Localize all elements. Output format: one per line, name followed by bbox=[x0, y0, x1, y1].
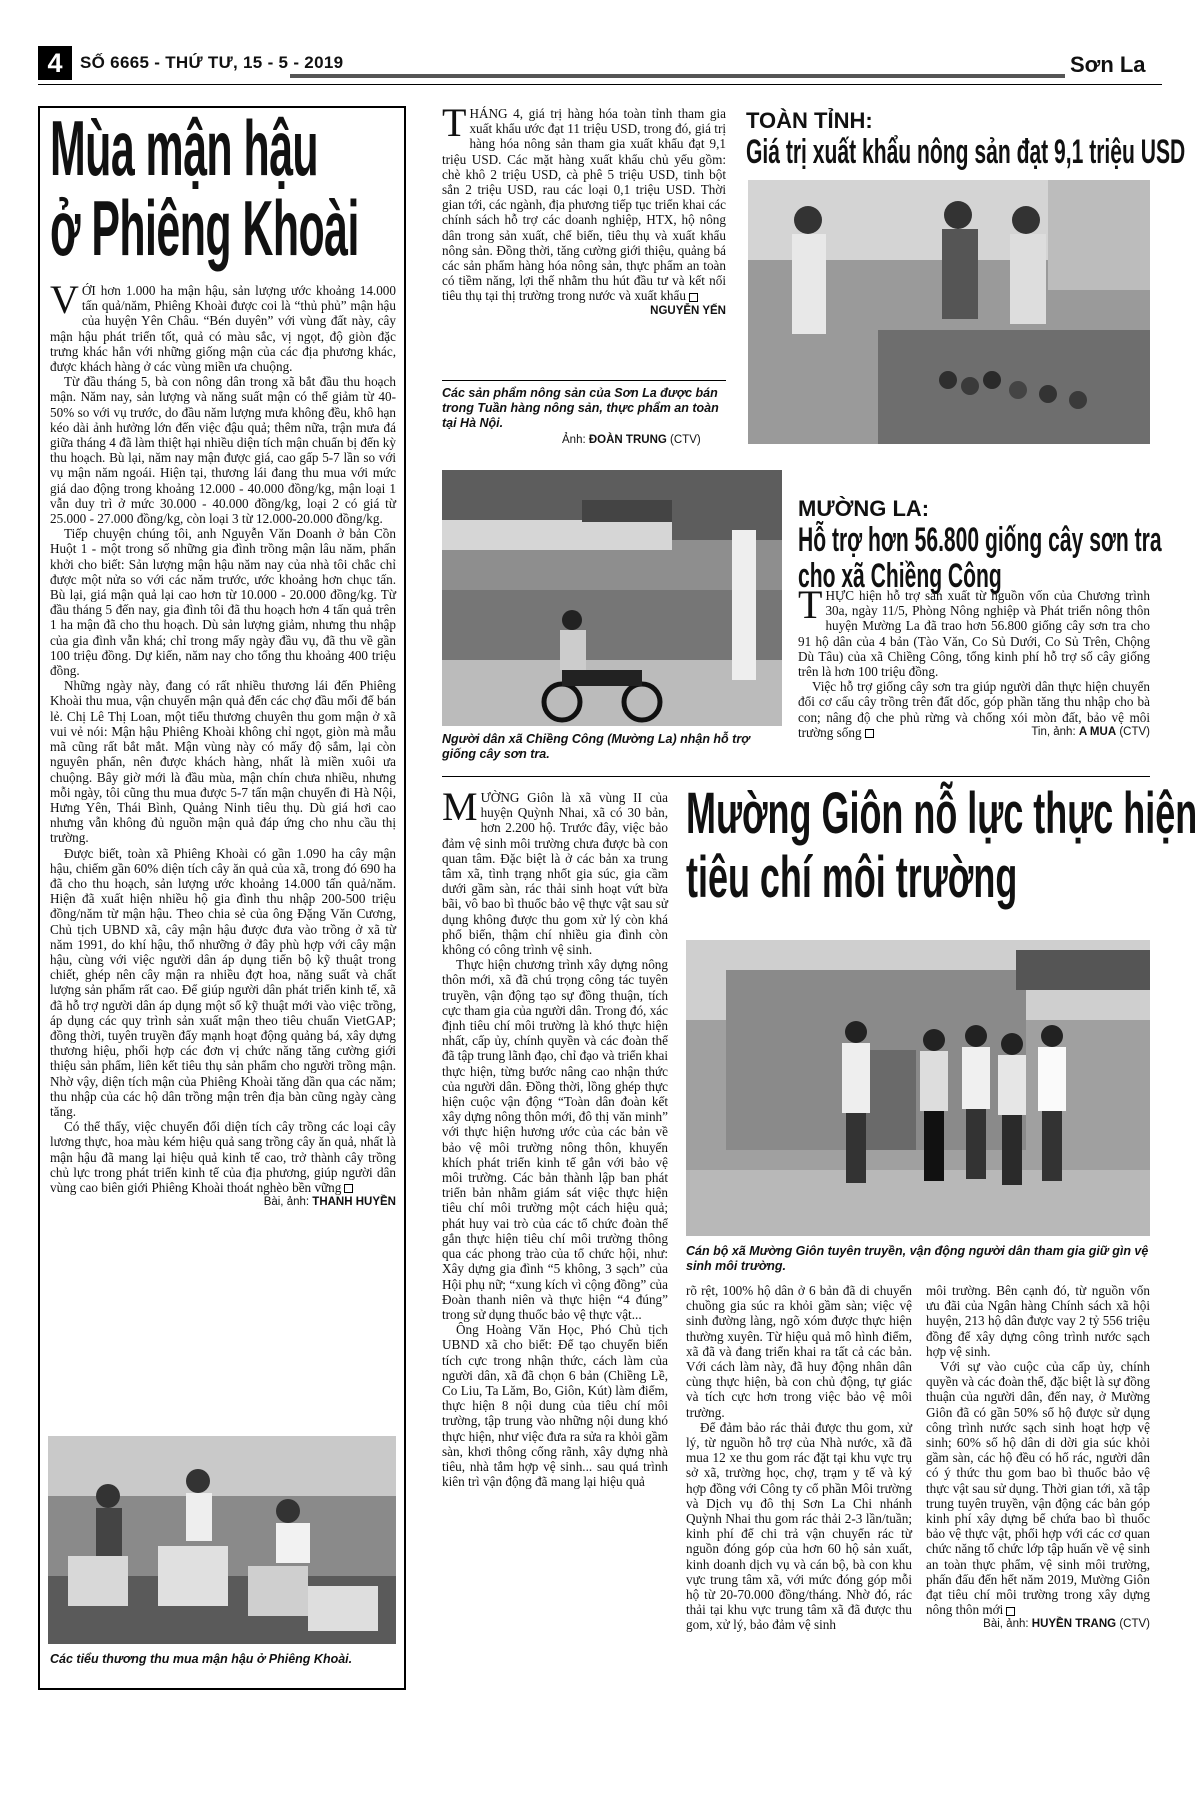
plum-traders-illustration bbox=[48, 1436, 396, 1644]
article4-title-line2: tiêu chí môi trường bbox=[686, 845, 1018, 910]
article4-byline: Bài, ảnh: HUYỀN TRANG (CTV) bbox=[983, 1618, 1150, 1631]
article1-photo-plum-traders bbox=[48, 1436, 396, 1644]
header-rule bbox=[290, 74, 1065, 78]
farm-produce-market-illustration bbox=[748, 180, 1150, 444]
article3-dropcap: T bbox=[798, 582, 823, 627]
article2-author: NGUYỄN YẾN bbox=[650, 304, 726, 317]
article1-p3: Tiếp chuyện chúng tôi, anh Nguyễn Văn Doanh ở bản Cồn Huột 1 - một trong số những gia đình trồng mận lâu năm, phấn khởi cho biết: Sản lượng mận hậu năm nay của nhà tôi chắc chỉ được một nửa so với các năm trước, ước khoảng hơn chục tấn. Bù lại, giá mận quả lại cao hơn từ 10.000 - 20.000 đồng/kg. Từ đầu tháng 5 đến nay, gia đình tôi đã thu hoạch hơn 4 tấn quả trên 1 ha mận đã cho thu hoạch. Dù sản lượng giảm, nhưng thu nhập của gia đình vẫn khá; chỉ trong mấy ngày đầu vụ, đã thu về gần 100 triệu đồng. Dự kiến, năm nay cho tổng thu khoảng 400 triệu đồng. bbox=[50, 526, 396, 679]
article1-p5: Được biết, toàn xã Phiêng Khoài có gần 1.090 ha cây mận hậu, chiếm gần 60% diện tích cây ăn quả của xã, trong đó 690 ha đã cho thu hoạch, sản lượng ước khoảng 14.000 tấn quả/năm. Hiện đã xuất hiện nhiều hộ gia đình thu nhập 200-500 triệu đồng/năm từ mận hậu. Theo chia sẻ của ông Đặng Văn Cương, Chủ tịch UBND xã, cây mận hậu được đưa vào trồng ở xã từ năm 1991, do khí hậu, thổ nhưỡng ở đây phù hợp với cây mận hậu, cùng với việc người dân áp dụng tiến bộ kỹ thuật trong chiết, ghép nên cây mận ra nhiều đợt hoa, năng suất và chất lượng sản phẩm rất cao. Để giúp người dân phát triển kinh tế, xã đã hỗ trợ người dân áp dụng một số kỹ thuật mới vào việc trồng, áp dụng các quy trình sản xuất mận theo tiêu chuẩn VietGAP; đồng thời, tuyên truyền đẩy mạnh hoạt động quảng bá, xây dựng thương hiệu, phối hợp các đơn vị chức năng tăng cường giới thiệu sản phẩm, liên kết tiêu thụ sản phẩm cho người trồng mận. Nhờ vậy, diện tích mận của Phiêng Khoài tăng dần qua các năm; thu nhập của các hộ dân trồng mận trên địa bàn cũng ngày càng tăng. bbox=[50, 845, 396, 1119]
end-mark-icon bbox=[689, 293, 698, 302]
article4-col3-p1: môi trường. Bên cạnh đó, từ nguồn vốn ưu đãi của Ngân hàng Chính sách xã hội huyện, 213 hộ dân được vay 2 tỷ 556 triệu đồng để xây dựng công trình nước sạch hợp vệ sinh. bbox=[926, 1283, 1150, 1359]
article3-p1: HỰC hiện hỗ trợ sản xuất từ nguồn vốn của Chương trình 30a, ngày 11/5, Phòng Nông nghiệp và Phát triển nông thôn huyện Mường La đã trao hơn 56.800 giống cây sơn tra cho 91 hộ dân của 4 bản (Tào Văn, Co Sủ Dưới, Co Sủ Trên, Chộng Dù Tâu) của xã Chiềng Công, tổng kinh phí hỗ trợ số cây giống trên là hơn 100 triệu đồng. bbox=[798, 588, 1150, 680]
article4-col2-p2: Để đảm bảo rác thải được thu gom, xử lý, từ nguồn hỗ trợ của Nhà nước, xã đã mua 12 xe thu gom rác đặt tại khu vực trụ sở xã, trường học, chợ, trạm y tế và ký hợp đồng với Công ty cổ phần Môi trường và Dịch vụ đô thị Sơn La Chi nhánh Quỳnh Nhai thu gom rác thải 2-3 lần/tuần; kinh phí để chi trả vận chuyển rác từ nguồn đóng góp của hơn 60 hộ sản xuất, kinh doanh dịch vụ và cán bộ, bà con khu vực trung tâm xã, với mức đóng góp mỗi hộ từ 20-70.000 đồng/tháng. Nhờ đó, rác thải tại khu vực trung tâm xã đã được thu gom, xử lý, bảo đảm vệ sinh bbox=[686, 1419, 912, 1633]
article1-caption: Các tiểu thương thu mua mận hậu ở Phiêng Khoài. bbox=[50, 1652, 353, 1666]
article2-dropcap: T bbox=[442, 100, 467, 145]
article4-col1-p1: ƯỜNG Giôn là xã vùng II của huyện Quỳnh Nhai, xã có 30 bản, hơn 2.200 hộ. Trước đây, việc bảo đảm vệ sinh môi trường chưa được bà con quan tâm. Đặc biệt là ở các bản xa trung tâm xã, tình trạng nhốt gia súc, gia cầm dưới gầm sàn, rác thải sinh hoạt vứt bừa bãi, vô bao bì thuốc bảo vệ thực vật sau sử dụng không được thu gom xử lý còn khá phổ biến, thậm chí nhiều gia đình còn không có công trình vệ sinh. bbox=[442, 790, 668, 958]
article2-text: HÁNG 4, giá trị hàng hóa toàn tỉnh tham gia xuất khẩu ước đạt 11 triệu USD, trong đó, giá trị hàng hóa nông sản tham gia xuất khẩu đạt 9,1 triệu USD. Các mặt hàng xuất khẩu chủ yếu gồm: chè khô 2 triệu USD, cà phê 5 triệu USD, tinh bột sắn 2 triệu USD, rau các loại 0,1 triệu USD. Thời gian tới, các ngành, địa phương tiếp tục triển khai các chính sách hỗ trợ các doanh nghiệp, HTX, hộ nông dân trong sản xuất, chế biến, tiêu thụ và xuất khẩu nông sản. Đồng thời, tăng cường giới thiệu, quảng bá các sản phẩm hàng hóa nông sản, thực phẩm an toàn có tiềm năng, lợi thế nhằm thu hút đầu tư và kết nối tiêu thụ tại thị trường trong nước và xuất khẩu bbox=[442, 106, 726, 304]
article3-body bbox=[798, 582, 1150, 740]
article4-col1-p2: Thực hiện chương trình xây dựng nông thôn mới, xã đã chú trọng công tác tuyên truyền, vận động tạo sự đồng thuận, tích cực tham gia của người dân. Trong đó, xác định tiêu chí môi trường là khó thực hiện nhất, cấp ủy, chính quyền và các đoàn thể đã tập trung lãnh đạo, chỉ đạo và triển khai thực hiện, từng bước nâng cao nhận thức của người dân. Đồng thời, lồng ghép thực hiện cuộc vận động “Toàn dân đoàn kết xây dựng nông thôn mới, đô thị văn minh” với thực hiện hương ước của các bản về bảo vệ môi trường nông thôn, khuyến khích phát triển kinh tế gắn với bảo vệ môi trường. Các bản thành lập ban phát triển bản nhằm giám sát việc thực hiện tiêu chí môi trường một cách hiệu quả; phát huy vai trò của các tổ chức đoàn thể gắn thực hiện tiêu chí môi trường thông qua các phong trào của tổ chức hội, như: Xây dựng gia đình “5 không, 3 sạch” của Hội phụ nữ; “xung kích vì cộng đồng” của Đoàn thanh niên và thực hiện “4 đúng” trong sử dụng thuốc bảo vệ thực vật... bbox=[442, 957, 668, 1322]
header-underline bbox=[38, 84, 1162, 85]
end-mark-icon bbox=[865, 729, 874, 738]
article1-title-line2: ở Phiêng Khoài bbox=[50, 184, 359, 272]
end-mark-icon bbox=[1006, 1607, 1015, 1616]
page-number-box: 4 bbox=[38, 46, 72, 80]
article4-title-line1: Mường Giôn nỗ lực thực hiện bbox=[686, 781, 1198, 846]
issue-line: SỐ 6665 - THỨ TƯ, 15 - 5 - 2019 bbox=[80, 53, 344, 72]
seedling-handover-illustration bbox=[442, 470, 782, 726]
article2-body bbox=[442, 100, 726, 319]
article3-photo-seedlings bbox=[442, 470, 782, 726]
article1-title bbox=[50, 104, 435, 272]
article2-title: Giá trị xuất khẩu nông sản đạt 9,1 triệu USD bbox=[746, 133, 1186, 171]
article2-caption-rule bbox=[442, 380, 726, 381]
article1-p1: ỚI hơn 1.000 ha mận hậu, sản lượng ước khoảng 14.000 tấn quả/năm, Phiêng Khoài được coi là “thủ phủ” mận hậu của huyện Yên Châu. “Bén duyên” với vùng đất này, cây mận hậu phát triển tốt, quả có màu sắc, vị ngọt, độ giòn đặc trưng khác hẳn với những giống mận của các địa phương khác, được khách hàng ở các vùng miền ưa chuộng. bbox=[50, 283, 396, 375]
section-name: Sơn La bbox=[1070, 52, 1146, 77]
end-mark-icon bbox=[344, 1184, 353, 1193]
article3-title bbox=[798, 522, 1170, 594]
article4-col2 bbox=[686, 1283, 912, 1633]
article4-col2-p1: rõ rệt, 100% hộ dân ở 6 bản đã di chuyển chuồng gia súc ra khỏi gầm sàn; việc vệ sinh đường làng, ngõ xóm được thực hiện thường xuyên. Từ hiệu quả mô hình điểm, xã đã và đang triển khai ra tất cả các bản. Với cách làm này, đã huy động nhân dân cùng thực hiện, bà con chủ động, tự giác và tích cực hơn trong việc bảo vệ môi trường. bbox=[686, 1283, 912, 1420]
article3-title-line1: Hỗ trợ hơn 56.800 giống cây sơn tra bbox=[798, 521, 1162, 559]
article1-p4: Những ngày này, đang có rất nhiều thương lái đến Phiêng Khoài thu mua, vận chuyển mận quả đến các chợ đầu mối để bán lẻ. Chị Lê Thị Loan, một tiểu thương chuyên thu gom mận ở xã vui vẻ nói: Mận hậu Phiêng Khoài không chỉ ngọt, giòn mà mẫu mã cũng rất bắt mắt. Mận vùng này có mấy độ sắm, lại còn nguyên phấn, nên được khách hàng, nhất là miền xuôi ưa chuộng. Bây giờ mới là đầu mùa, mận chín chưa nhiều, nhưng mỗi ngày, tôi cũng thu mua được 5-7 tấn mận chuyển đi Hà Nội, Hưng Yên, Thái Bình, Quảng Ninh tiêu thụ. Dù giá hơi cao nhưng vẫn không đủ nguồn mận quả đáp ứng cho nhu cầu thị trường. bbox=[50, 678, 396, 846]
article1-byline: Bài, ảnh: THANH HUYỀN bbox=[263, 1196, 396, 1209]
article2-photo-market bbox=[748, 180, 1150, 444]
article4-photo-officials bbox=[686, 940, 1150, 1236]
article4-col1 bbox=[442, 784, 668, 1490]
article3-kicker: MƯỜNG LA: bbox=[798, 496, 930, 521]
article3-caption: Người dân xã Chiềng Công (Mường La) nhận hỗ trợ giống cây sơn tra. bbox=[442, 732, 750, 761]
article1-dropcap: V bbox=[50, 277, 79, 322]
article1-title-line1: Mùa mận hậu bbox=[50, 104, 319, 192]
commune-officials-illustration bbox=[686, 940, 1150, 1236]
article4-title bbox=[686, 781, 1198, 910]
article4-dropcap: M bbox=[442, 784, 478, 829]
article3-p2: Việc hỗ trợ giống cây sơn tra giúp người dân thực hiện chuyển đổi cơ cấu cây trồng trên đất dốc, góp phần tăng thu nhập cho bà con; nâng độ che phủ rừng và chống xói mòn đất, bảo vệ môi trường sống bbox=[798, 679, 1150, 740]
article1-body bbox=[50, 277, 396, 1210]
article1-p6: Có thể thấy, việc chuyển đổi diện tích cây trồng các loại cây lương thực, hoa màu kém hiệu quả sang trồng cây ăn quả, nhất là mận hậu đã mang lại hiệu quả kinh tế cao, trở thành cây trồng chủ lực trong phát triển kinh tế của địa phương, giúp người dân vùng cao biên giới Phiêng Khoài thoát nghèo bền vững bbox=[50, 1119, 396, 1195]
article2-caption: Các sản phẩm nông sản của Sơn La được bán trong Tuần hàng nông sản, thực phẩm an toàn tại Hà Nội. bbox=[442, 386, 719, 430]
article2-kicker: TOÀN TỈNH: bbox=[746, 108, 873, 133]
article1-p2: Từ đầu tháng 5, bà con nông dân trong xã bắt đầu thu hoạch mận. Năm nay, sản lượng và năng suất mận có thể giảm từ 40-50% so với vụ trước, do đầu năm lượng mưa không đều, khô hạn kéo dài ảnh hưởng lớn đến việc đậu quả; thêm nữa, trận mưa đá giữa tháng 4 đã làm thiệt hại nhiều diện tích mận chuẩn bị đến kỳ thu hoạch. Bù lại, năm nay mận được giá, cao gấp 5-7 lần so với vụ mận năm ngoái. Hiện tại, thương lái đang thu mua với mức giá dao động trong khoảng 12.000 - 40.000 đồng/kg, mận loại 1 vẫn duy trì ở mức 30.000 - 40.000 đồng/kg, loại 2 có giá từ 25.000 - 27.000 đồng/kg, còn loại 3 từ 12.000-20.000 đồng/kg. bbox=[50, 374, 396, 527]
article4-col3-p2: Với sự vào cuộc của cấp ủy, chính quyền và các đoàn thể, đặc biệt là sự đồng thuận của người dân, đến nay, ở Mường Giôn đã có gần 50% số hộ được sử dụng công trình nước sạch sinh hoạt hợp vệ sinh; 60% số hộ dân di dời gia súc khỏi gầm sàn, các hộ đều có hố rác, người dân có ý thức thu gom bao bì thuốc bảo vệ thực vật sau sử dụng. Thời gian tới, xã tập trung tuyên truyền, vận động các bản góp kinh phí xây dựng bể chứa bao bì thuốc bảo vệ thực vật, phối hợp với các cơ quan chức năng tổ chức lớp tập huấn về vệ sinh an toàn thực phẩm, vệ sinh môi trường, phấn đấu đến hết năm 2019, Mường Giôn đạt tiêu chí môi trường trong xây dựng nông thôn mới bbox=[926, 1359, 1150, 1618]
article2-photo-credit: Ảnh: ĐOÀN TRUNG (CTV) bbox=[562, 434, 701, 446]
article4-col1-p3: Ông Hoàng Văn Học, Phó Chủ tịch UBND xã cho biết: Để tạo chuyển biến tích cực trong nhận thức, cách làm của người dân, xã đã chọn 6 bản (Chiềng Lề, Co Liu, Ta Lăm, Bo, Giôn, Kút) làm điểm, thực hiện 8 nội dung của tiêu chí môi trường, tập trung vào những nội dung khó thực hiện, như việc đưa ra sửa ra khỏi gầm sàn, khơi thông cống rãnh, xây dựng nhà tiêu, nhà tắm hợp vệ sinh... sau quá trình kiên trì vận động đã mang lại hiệu quả bbox=[442, 1322, 668, 1490]
article4-caption: Cán bộ xã Mường Giôn tuyên truyền, vận động người dân tham gia giữ gìn vệ sinh môi trường. bbox=[686, 1244, 1149, 1273]
article4-col3 bbox=[926, 1283, 1150, 1633]
article3-byline: Tin, ảnh: A MUA (CTV) bbox=[1031, 725, 1150, 738]
article4-top-rule bbox=[442, 776, 1150, 777]
article3-title-line2: cho xã Chiềng Công bbox=[798, 557, 1002, 595]
